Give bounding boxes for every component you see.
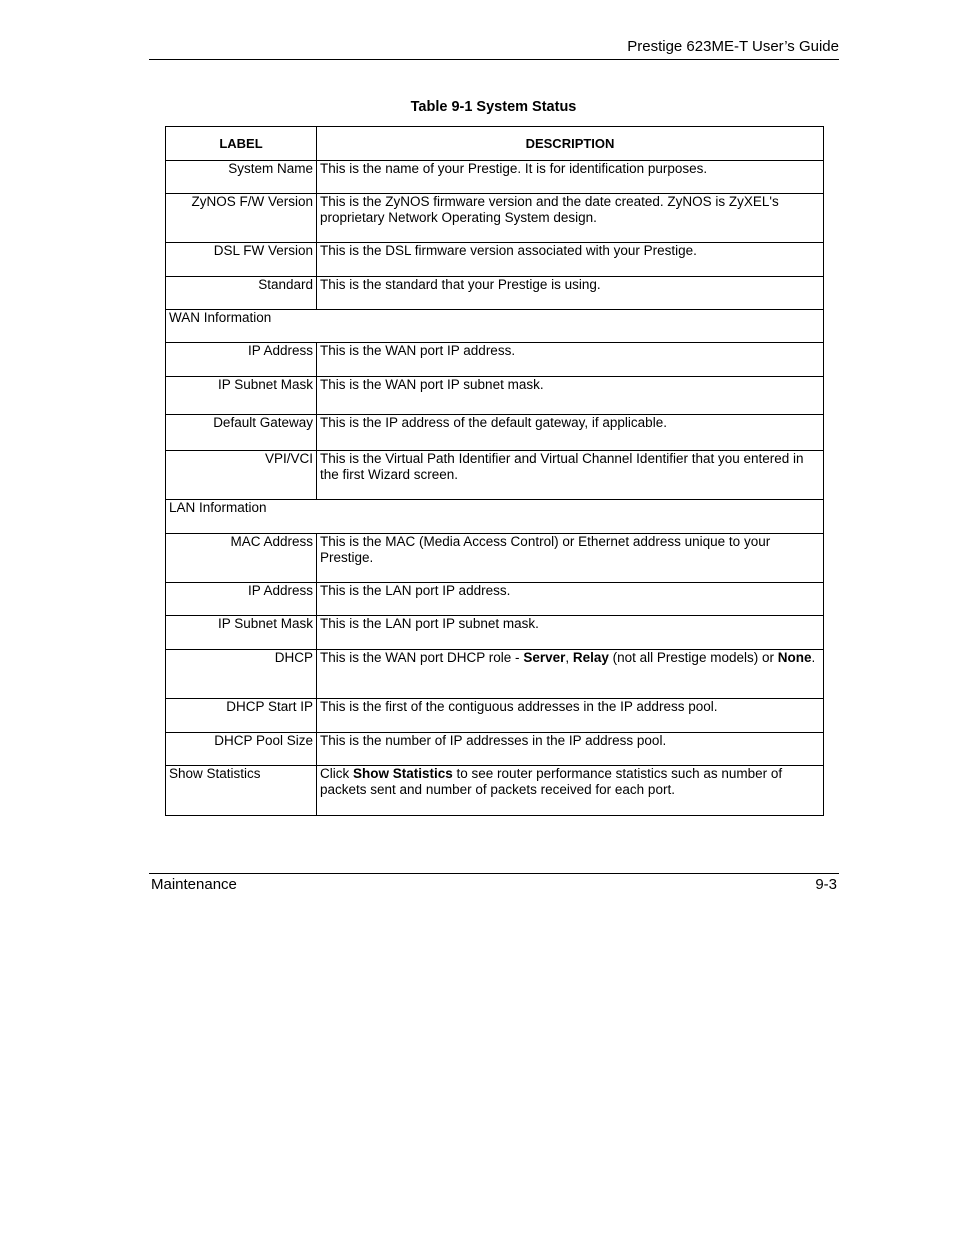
bold-term: Server [523, 650, 566, 665]
text-fragment: . [811, 650, 816, 665]
section-row [166, 310, 824, 343]
table-row [166, 243, 824, 277]
table-header-row [166, 127, 824, 161]
table-row [166, 534, 824, 583]
page-footer [149, 873, 839, 893]
system-status-table [165, 126, 824, 816]
row-label: MAC Address [166, 534, 317, 583]
row-description: This is the number of IP addresses in the IP address pool. [317, 733, 824, 766]
table-row [166, 451, 824, 500]
row-label: ZyNOS F/W Version [166, 194, 317, 243]
row-description: This is the WAN port IP subnet mask. [317, 377, 824, 415]
label-column-header: LABEL [166, 127, 317, 161]
page-number: 9-3 [815, 876, 837, 893]
row-description [317, 650, 824, 699]
text-fragment: (not all Prestige models) or [608, 650, 778, 665]
table-row [166, 377, 824, 415]
table-body [166, 161, 824, 816]
bold-term: None [777, 650, 812, 665]
row-description: This is the Virtual Path Identifier and Virtual Channel Identifier that you entered in the first Wizard screen. [317, 451, 824, 500]
row-description: This is the first of the contiguous addresses in the IP address pool. [317, 699, 824, 733]
table-row [166, 161, 824, 194]
bold-term: Relay [572, 650, 609, 665]
table-row [166, 616, 824, 650]
footer-section: Maintenance [151, 876, 237, 893]
row-description: This is the standard that your Prestige is using. [317, 277, 824, 310]
section-row [166, 500, 824, 534]
guide-title: Prestige 623ME-T User’s Guide [627, 38, 839, 55]
row-label: VPI/VCI [166, 451, 317, 500]
row-description: This is the LAN port IP subnet mask. [317, 616, 824, 650]
text-fragment: This is the WAN port DHCP role - [320, 650, 524, 665]
row-label: DHCP Pool Size [166, 733, 317, 766]
row-description: This is the name of your Prestige. It is for identification purposes. [317, 161, 824, 194]
section-heading: LAN Information [166, 500, 824, 534]
row-description: This is the ZyNOS firmware version and the date created. ZyNOS is ZyXEL's proprietary Network Operating System design. [317, 194, 824, 243]
row-label: DHCP [166, 650, 317, 699]
row-label: Show Statistics [166, 766, 317, 816]
bold-term: Show Statistics [353, 766, 453, 781]
row-label: DHCP Start IP [166, 699, 317, 733]
row-label: IP Address [166, 583, 317, 616]
row-label: System Name [166, 161, 317, 194]
table-row [166, 650, 824, 699]
row-description: This is the LAN port IP address. [317, 583, 824, 616]
row-label: IP Subnet Mask [166, 377, 317, 415]
table-row [166, 194, 824, 243]
row-description: This is the IP address of the default gateway, if applicable. [317, 415, 824, 451]
table-caption: Table 9-1 System Status [410, 99, 577, 115]
table-row [166, 277, 824, 310]
text-fragment: , [565, 650, 573, 665]
table-row [166, 766, 824, 816]
description-column-header: DESCRIPTION [317, 127, 824, 161]
row-label: IP Address [166, 343, 317, 377]
row-description [317, 766, 824, 816]
row-description: This is the WAN port IP address. [317, 343, 824, 377]
page-header [149, 37, 839, 60]
table-row [166, 583, 824, 616]
table-row [166, 415, 824, 451]
row-description: This is the MAC (Media Access Control) or Ethernet address unique to your Prestige. [317, 534, 824, 583]
table-row [166, 733, 824, 766]
table-row [166, 343, 824, 377]
row-description: This is the DSL firmware version associated with your Prestige. [317, 243, 824, 277]
text-fragment: Click [320, 766, 353, 781]
row-label: Default Gateway [166, 415, 317, 451]
row-label: IP Subnet Mask [166, 616, 317, 650]
text-fragment: to see router performance statistics such as number of packets sent and number of packets received for each port. [320, 766, 783, 797]
row-label: Standard [166, 277, 317, 310]
table-row [166, 699, 824, 733]
row-label: DSL FW Version [166, 243, 317, 277]
section-heading: WAN Information [166, 310, 824, 343]
